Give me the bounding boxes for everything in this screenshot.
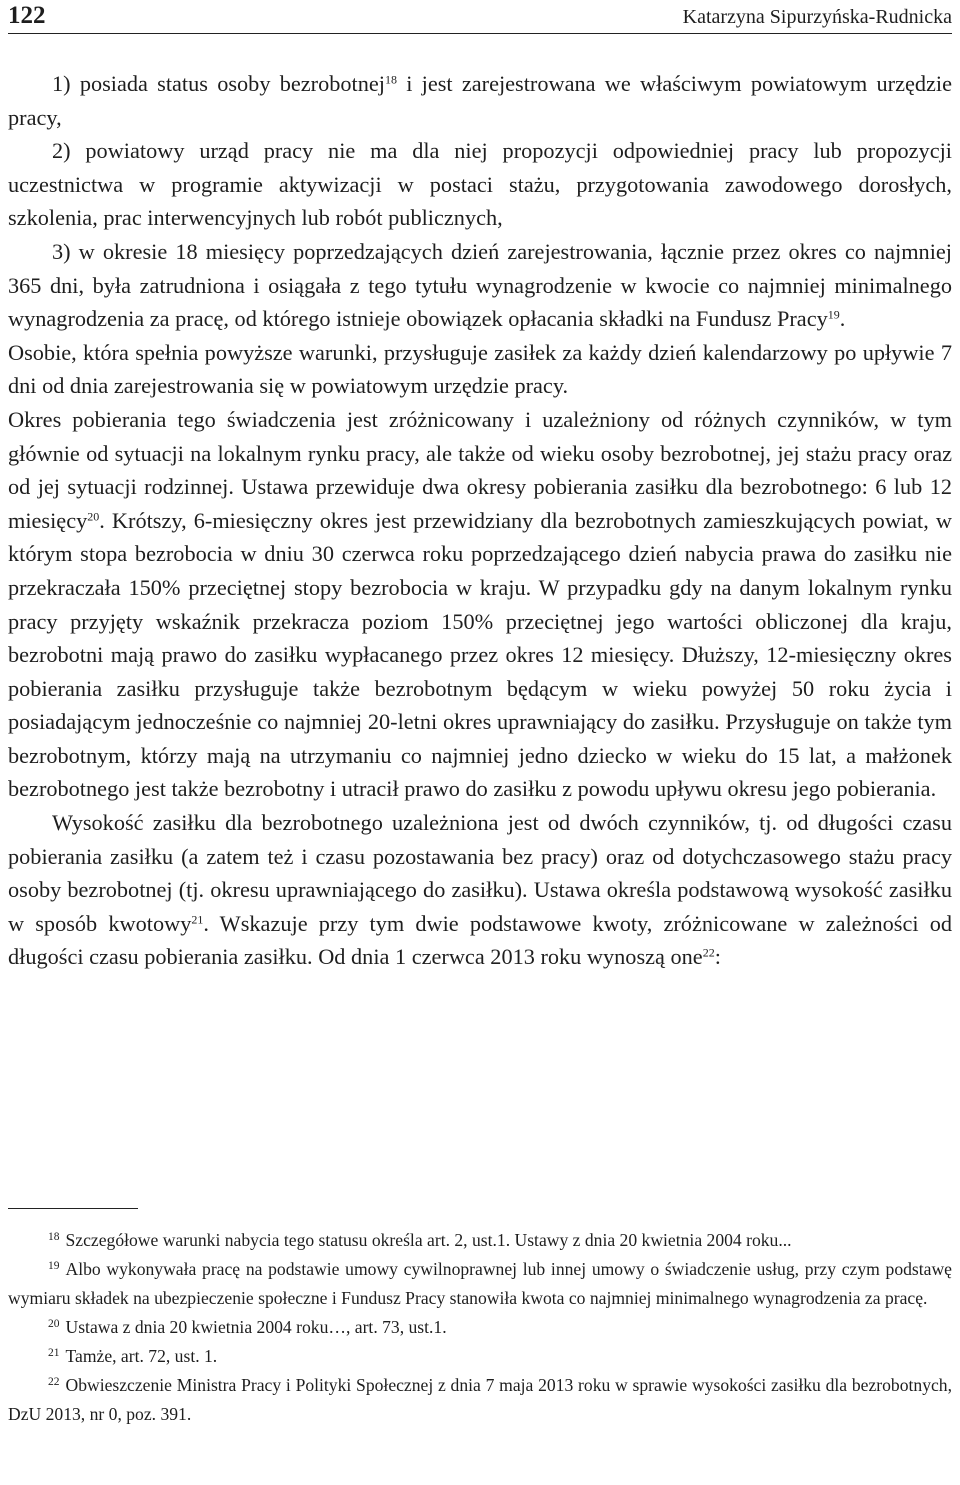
footnote-number: 21 bbox=[48, 1346, 60, 1359]
list-item-3-tail: . bbox=[839, 306, 846, 332]
footnotes bbox=[8, 1226, 952, 1429]
footnote-ref-20[interactable]: 20 bbox=[87, 509, 100, 524]
header-rule bbox=[8, 33, 952, 34]
paragraph-benefit-amount-text-3: : bbox=[714, 944, 721, 970]
paragraph-benefit-period-text-1: Okres pobierania tego świadczenia jest zróżnicowany i uzależniony od różnych czynników, w tym głównie od sytuacji na lokalnym rynku pracy, ale także od wieku osoby bezrobotnej, jej stażu pracy oraz od jej sytuacji rodzinnej. Ustawa przewiduje dwa okresy pobierania zasiłku dla bezrobotnego: 6 lub 12 miesięcy bbox=[8, 406, 952, 533]
list-item-3-text: 3) w okresie 18 miesięcy poprzedzających dzień zarejestrowania, łącznie przez okres co najmniej 365 dni, była zatrudniona i osiągała z tego tytułu wynagrodzenie w kwocie co najmniej minimalnego wynagrodzenia za pracę, od którego istnieje obowiązek opłacania składki na Fundusz Pracy bbox=[8, 238, 952, 332]
body-text bbox=[8, 67, 952, 974]
footnote-22 bbox=[8, 1371, 952, 1429]
footnote-19 bbox=[8, 1255, 952, 1313]
footnote-ref-21[interactable]: 21 bbox=[191, 912, 204, 927]
footnote-text: Szczegółowe warunki nabycia tego statusu określa art. 2, ust.1. Ustawy z dnia 20 kwietnia 2004 roku... bbox=[65, 1230, 792, 1250]
paragraph-benefit-period bbox=[8, 403, 952, 806]
paragraph-entitlement: Osobie, która spełnia powyższe warunki, przysługuje zasiłek za każdy dzień kalendarzowy po upływie 7 dni od dnia zarejestrowania się w powiatowym urzędzie pracy. bbox=[8, 339, 952, 399]
list-item-1-text: 1) posiada status osoby bezrobotnej bbox=[52, 71, 385, 96]
footnote-text: Obwieszczenie Ministra Pracy i Polityki Społecznej z dnia 7 maja 2013 roku w sprawie wysokości zasiłku dla bezrobotnych, DzU 2013, nr 0, poz. 391. bbox=[8, 1375, 952, 1424]
footnote-number: 19 bbox=[48, 1259, 60, 1272]
footnote-21 bbox=[8, 1342, 952, 1371]
footnote-20 bbox=[8, 1313, 952, 1342]
footnote-ref-22[interactable]: 22 bbox=[702, 946, 715, 960]
footnote-ref-19[interactable]: 19 bbox=[827, 307, 840, 322]
footnote-ref-18[interactable]: 18 bbox=[384, 72, 397, 87]
footnote-18 bbox=[8, 1226, 952, 1255]
paragraph-benefit-amount bbox=[8, 806, 952, 974]
list-item-2: 2) powiatowy urząd pracy nie ma dla niej propozycji odpowiedniej pracy lub propozycji uczestnictwa w programie aktywizacji w postaci stażu, przygotowania zawodowego dorosłych, szkolenia, prac interwencyjnych lub robót publicznych, bbox=[8, 138, 952, 231]
running-author: Katarzyna Sipurzyńska-Rudnicka bbox=[682, 6, 952, 28]
footnote-number: 20 bbox=[48, 1317, 60, 1330]
footnote-separator bbox=[8, 1208, 138, 1209]
footnote-number: 18 bbox=[48, 1230, 60, 1243]
running-header bbox=[8, 0, 952, 32]
paragraph-benefit-amount-text-1: Wysokość zasiłku dla bezrobotnego uzależniona jest od dwóch czynników, tj. od długości czasu pobierania zasiłku (a zatem też i czasu pozostawania bez pracy) oraz od dotychczasowego stażu pracy osoby bezrobotnej (tj. okresu uprawniającego do zasiłku). Ustawa określa podstawową wysokość zasiłku w sposób kwotowy bbox=[8, 810, 952, 936]
list-item-3 bbox=[8, 235, 952, 336]
footnote-number: 22 bbox=[48, 1375, 60, 1388]
paragraph-benefit-period-text-2: . Krótszy, 6-miesięczny okres jest przewidziany dla bezrobotnych zamieszkujących powiat, w którym stopa bezrobocia w dniu 30 czerwca roku poprzedzającego dzień nabycia prawa do zasiłku nie przekraczała 150% przeciętnej stopy bezrobocia w kraju. W przypadku gdy na danym lokalnym rynku pracy przyjęty wskaźnik przekracza poziom 150% przeciętnej jego wartości obliczonej dla kraju, bezrobotni mają prawo do zasiłku wypłacanego przez okres 12 miesięcy. Dłuższy, 12-miesięczny okres pobierania zasiłku przysługuje także bezrobotnym będącym w wieku powyżej 50 roku życia i posiadającym jednocześnie co najmniej 20-letni okres uprawniający do zasiłku. Przysługuje on także tym bezrobotnym, którzy mają na utrzymaniu co najmniej jedno dziecko w wieku do 15 lat, a małżonek bezrobotnego jest także bezrobotny i utracił prawo do zasiłku z powodu upływu okresu jego pobierania. bbox=[8, 507, 952, 802]
page-number: 122 bbox=[8, 2, 46, 29]
paragraph-benefit-amount-text-2: . Wskazuje przy tym dwie podstawowe kwoty, zróżnicowane w zależności od długości czasu pobierania zasiłku. Od dnia 1 czerwca 2013 roku wynoszą one bbox=[8, 910, 952, 970]
footnote-text: Tamże, art. 72, ust. 1. bbox=[65, 1346, 218, 1366]
list-item-1 bbox=[8, 67, 952, 134]
footnote-text: Albo wykonywała pracę na podstawie umowy cywilnoprawnej lub innej umowy o świadczenie usług, przy czym podstawę wymiaru składek na ubezpieczenie społeczne i Fundusz Pracy stanowiła kwota co najmniej minimalnego wynagrodzenia za pracę. bbox=[8, 1259, 952, 1308]
list-item-1-tail: i jest zarejestrowana we właściwym powiatowym urzędzie pracy, bbox=[8, 71, 952, 130]
footnote-text: Ustawa z dnia 20 kwietnia 2004 roku…, art. 73, ust.1. bbox=[65, 1317, 447, 1337]
